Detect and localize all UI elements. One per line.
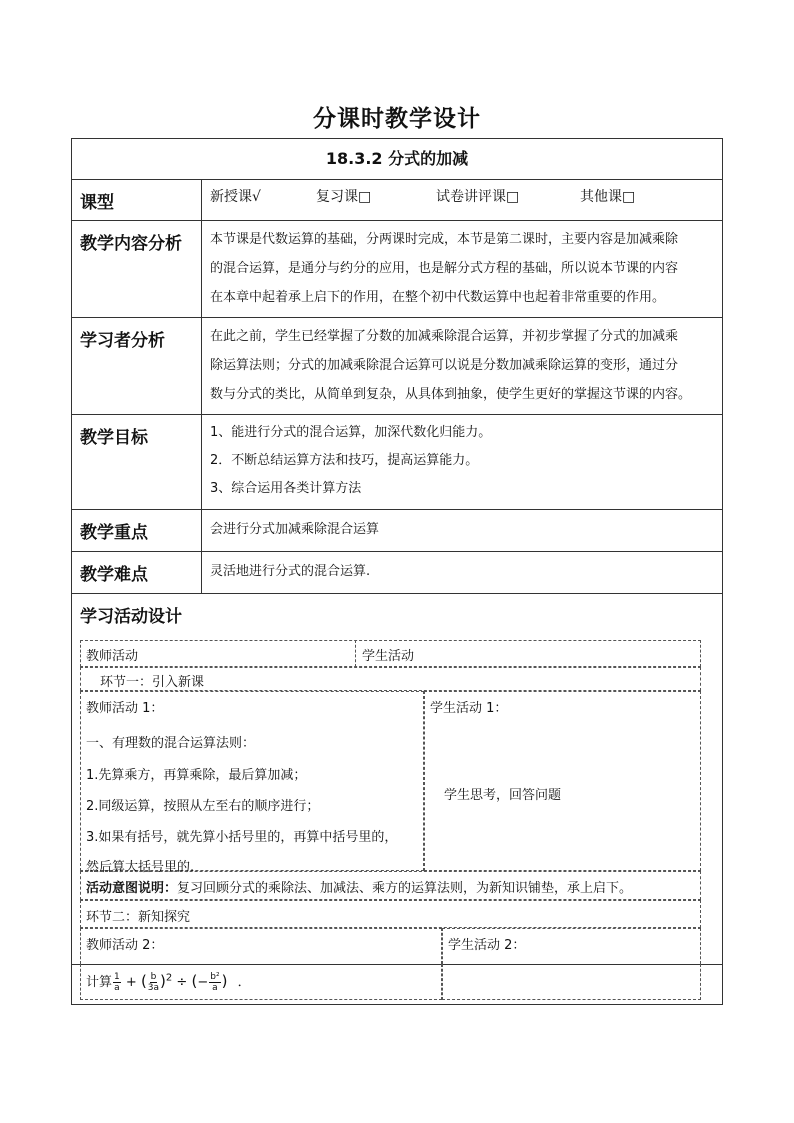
rule-item: 3.如果有括号，就先算小括号里的，再算中括号里的， — [86, 830, 398, 845]
fraction — [113, 972, 121, 993]
exponent: 2 — [165, 972, 173, 984]
denominator: a — [212, 983, 218, 993]
formula-tail: ． — [237, 975, 251, 990]
lesson-type-option: 试卷讲评课□ — [436, 189, 520, 205]
objective-item: 3、综合运用各类计算方法 — [210, 481, 362, 496]
lesson-type-label: 课型 — [72, 180, 202, 221]
unit-title: 18.3.2 分式的加减 — [72, 139, 723, 180]
stage1-title: 环节一：引入新课 — [100, 675, 205, 690]
teacher-activity-header: 教师活动 — [86, 649, 139, 664]
fraction — [209, 972, 220, 993]
activity-design-section — [72, 594, 723, 965]
rule-item: 2.同级运算，按照从左至右的顺序进行； — [86, 799, 320, 814]
key-point-text: 会进行分式加减乘除混合运算 — [202, 510, 723, 552]
text-line: 的混合运算，是通分与约分的应用，也是解分式方程的基础，所以说本节课的内容 — [210, 261, 679, 276]
lesson-type-option: 其他课□ — [580, 189, 636, 205]
numerator: b² — [210, 972, 220, 982]
numerator: b — [150, 972, 157, 982]
formula-prefix: 计算 — [86, 975, 113, 990]
lesson-type-option: 新授课√ — [210, 189, 261, 205]
learner-analysis-label: 学习者分析 — [72, 318, 202, 415]
intent-body: 复习回顾分式的乘除法、加减法、乘方的运算法则，为新知识铺垫，承上启下。 — [177, 881, 633, 896]
content-analysis-text — [202, 221, 723, 318]
difficulty-label: 教学难点 — [72, 552, 202, 594]
objectives-label: 教学目标 — [72, 415, 202, 510]
text-line: 本节课是代数运算的基础，分两课时完成，本节是第二课时，主要内容是加减乘除 — [210, 232, 679, 247]
formula-expression: 计算 $\frac{1}{a}$ + ( $\frac{b}{3a}$ )$^2$ ÷ (− $\frac{\text{b²}}{a}$ ) ． — [86, 972, 251, 993]
operator: − — [197, 975, 209, 990]
denominator: a — [114, 983, 120, 993]
teacher-activity-1-label: 教师活动 1： — [86, 701, 164, 716]
rule-item: 然后算大括号里的. — [86, 860, 195, 875]
stage2-title: 环节二：新知探究 — [86, 910, 191, 925]
student-activity-2-box-bottom — [442, 964, 701, 1000]
operator: + — [125, 975, 137, 990]
content-analysis-label: 教学内容分析 — [72, 221, 202, 318]
page-title: 分课时教学设计 — [313, 106, 481, 132]
lesson-type-option: 复习课□ — [316, 189, 372, 205]
rule-title: 一、有理数的混合运算法则： — [86, 736, 256, 751]
numerator: 1 — [114, 972, 120, 982]
student-activity-1-box — [424, 691, 701, 871]
intent-label: 活动意图说明： — [86, 881, 178, 896]
objective-item: 2．不断总结运算方法和技巧，提高运算能力。 — [210, 453, 479, 468]
key-point-label: 教学重点 — [72, 510, 202, 552]
learner-analysis-text — [202, 318, 723, 415]
fraction — [148, 972, 159, 993]
rule-item: 1.先算乘方，再算乘除，最后算加减； — [86, 768, 307, 783]
student-activity-header: 学生活动 — [362, 649, 415, 664]
objectives-list — [202, 415, 723, 510]
denominator: 3a — [147, 983, 160, 993]
text-line: 在本章中起着承上启下的作用，在整个初中代数运算中也起着非常重要的作用。 — [210, 290, 666, 305]
activity-design-title: 学习活动设计 — [80, 607, 182, 627]
student-activity-2-label: 学生活动 2： — [448, 938, 526, 953]
objective-item: 1、能进行分式的混合运算，加深代数化归能力。 — [210, 425, 492, 440]
stage2-continuation — [72, 965, 723, 1005]
operator: ÷ — [176, 975, 188, 990]
text-line: 数与分式的类比，从简单到复杂，从具体到抽象，使学生更好的掌握这节课的内容。 — [210, 387, 692, 402]
lesson-type-options — [202, 180, 722, 206]
teacher-activity-2-label: 教师活动 2： — [86, 938, 164, 953]
student-activity-1-text: 学生思考，回答问题 — [444, 788, 562, 803]
intent-text — [86, 877, 632, 896]
student-activity-1-label: 学生活动 1： — [430, 701, 508, 716]
text-line: 在此之前，学生已经掌握了分数的加减乘除混合运算，并初步掌握了分式的加减乘 — [210, 329, 679, 344]
difficulty-text: 灵活地进行分式的混合运算. — [202, 552, 723, 594]
text-line: 除运算法则；分式的加减乘除混合运算可以说是分数加减乘除运算的变形，通过分 — [210, 358, 679, 373]
lesson-design-table — [71, 138, 723, 1005]
